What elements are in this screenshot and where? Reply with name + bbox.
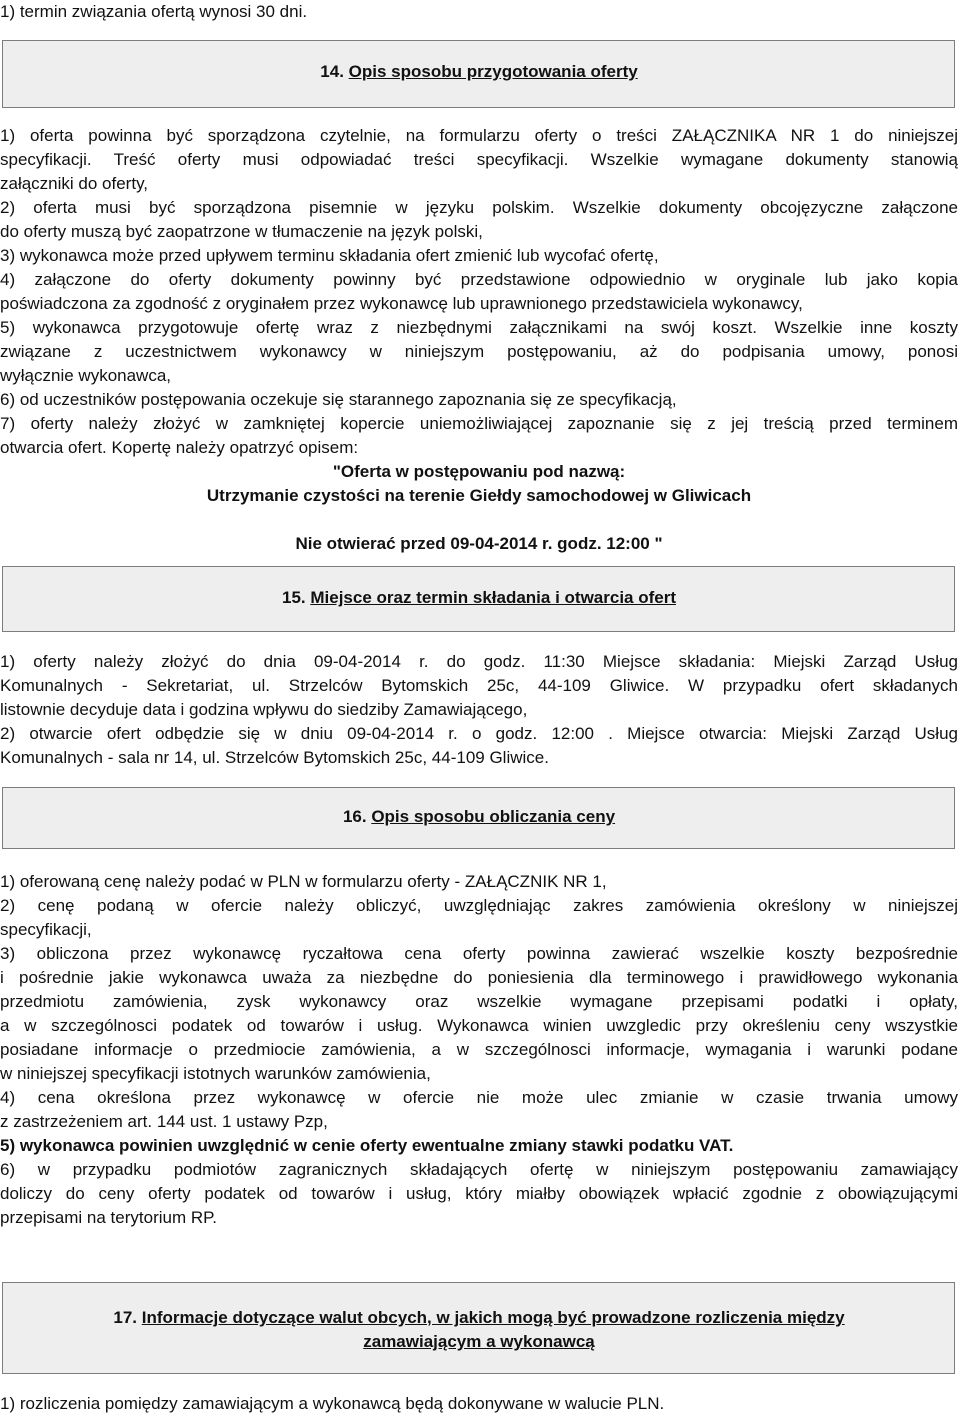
s15-line-3: listownie decyduje data i godzina wpływu do siedziby Zamawiającego, — [0, 700, 528, 719]
s14-line-4: 2) oferta musi być sporządzona pisemnie w języku polskim. Wszelkie dokumenty obcojęzyczne załączone — [0, 198, 958, 217]
s16-line-3: specyfikacji, — [0, 920, 92, 939]
s16-line-11: z zastrzeżeniem art. 144 ust. 1 ustawy Pzp, — [0, 1112, 328, 1131]
s16-line-12-vat: 5) wykonawca powinien uwzględnić w cenie oferty ewentualne zmiany stawki podatku VAT. — [0, 1136, 734, 1155]
s16-line-4: 3) obliczona przez wykonawcę ryczałtowa cena oferty powinna zawierać wszelkie koszty bezpośrednie — [0, 944, 958, 963]
section-16-heading — [0, 805, 958, 829]
s16-line-8: posiadane informacje o przedmiocie zamówienia, a w szczególnosci informacje, wymagania i warunki podane — [0, 1040, 958, 1059]
s16-line-6: przedmiotu zamówienia, zysk wykonawcy oraz wszelkie wymagane przepisami podatki i opłaty, — [0, 992, 958, 1011]
s15-line-4: 2) otwarcie ofert odbędzie się w dniu 09-04-2014 r. o godz. 12:00 . Miejsce otwarcia: Miejski Zarząd Usług — [0, 724, 958, 743]
s14-line-10: związane z uczestnictwem wykonawcy w niniejszym postępowaniu, aż do podpisania umowy, ponosi — [0, 342, 958, 361]
section-15-number: 15. — [281, 588, 306, 607]
s14-line-2: specyfikacji. Treść oferty musi odpowiadać treści specyfikacji. Wszelkie wymagane dokumenty stanowią — [0, 150, 958, 169]
s16-line-5: i pośrednie jakie wykonawca uważa za niezbędne do poniesienia dla terminowego i prawidłowego wykonania — [0, 968, 958, 987]
envelope-line-3: Nie otwierać przed 09-04-2014 r. godz. 12:00 " — [295, 534, 663, 553]
s16-line-2: 2) cenę podaną w ofercie należy obliczyć, uwzględniając zakres zamówienia określony w niniejszej — [0, 896, 958, 915]
s14-line-14: otwarcia ofert. Kopertę należy opatrzyć opisem: — [0, 438, 359, 457]
s16-line-7: a w szczególnosci podatek od towarów i usług. Wykonawca winien uwzgledic przy określeniu ceny wszystkie — [0, 1016, 958, 1035]
s16-line-15: przepisami na terytorium RP. — [0, 1208, 217, 1227]
section-17-title-line-2: zamawiającym a wykonawcą — [363, 1332, 595, 1351]
s14-line-11: wyłącznie wykonawca, — [0, 366, 172, 385]
s14-line-7: 4) załączone do oferty dokumenty powinny być przedstawione odpowiednio w oryginale lub jako kopia — [0, 270, 958, 289]
s16-line-14: doliczy do ceny oferty podatek od towarów i usług, który miałby obowiązek wpłacić zgodnie z obowiązującymi — [0, 1184, 958, 1203]
section-14-title: Opis sposobu przygotowania oferty — [348, 62, 638, 81]
s14-line-1: 1) oferta powinna być sporządzona czytelnie, na formularzu oferty o treści ZAŁĄCZNIKA NR 1 do niniejszej — [0, 126, 958, 145]
s14-line-8: poświadczona za zgodność z oryginałem przez wykonawcę lub uprawnionego przedstawiciela wykonawcy, — [0, 294, 803, 313]
s14-line-9: 5) wykonawca przygotowuje ofertę wraz z niezbędnymi załącznikami na swój koszt. Wszelkie inne koszty — [0, 318, 958, 337]
termin-line: 1) termin związania ofertą wynosi 30 dni. — [0, 2, 308, 21]
section-17-title-line-1: Informacje dotyczące walut obcych, w jakich mogą być prowadzone rozliczenia między — [141, 1308, 845, 1327]
s16-line-1: 1) oferowaną cenę należy podać w PLN w formularzu oferty - ZAŁĄCZNIK NR 1, — [0, 872, 607, 891]
s17-line-1: 1) rozliczenia pomiędzy zamawiającym a wykonawcą będą dokonywane w walucie PLN. — [0, 1394, 665, 1413]
s15-line-2: Komunalnych - Sekretariat, ul. Strzelców Bytomskich 25c, 44-109 Gliwice. W przypadku ofert składanych — [0, 676, 958, 695]
section-14-heading — [0, 60, 958, 84]
s14-line-13: 7) oferty należy złożyć w zamkniętej kopercie uniemożliwiającej zapoznanie się z jej treścią przed terminem — [0, 414, 958, 433]
s14-line-12: 6) od uczestników postępowania oczekuje się starannego zapoznania się ze specyfikacją, — [0, 390, 677, 409]
section-17-heading — [0, 1306, 958, 1330]
s16-line-9: w niniejszej specyfikacji istotnych warunków zamówienia, — [0, 1064, 431, 1083]
section-17-number: 17. — [113, 1308, 138, 1327]
section-15-heading — [0, 586, 958, 610]
s14-line-6: 3) wykonawca może przed upływem terminu składania ofert zmienić lub wycofać ofertę, — [0, 246, 659, 265]
section-16-number: 16. — [342, 807, 367, 826]
section-16-title: Opis sposobu obliczania ceny — [371, 807, 616, 826]
envelope-line-1: "Oferta w postępowaniu pod nazwą: — [332, 462, 626, 481]
s14-line-5: do oferty muszą być zaopatrzone w tłumaczenie na język polski, — [0, 222, 483, 241]
s16-line-13: 6) w przypadku podmiotów zagranicznych składających ofertę w niniejszym postępowaniu zamawiający — [0, 1160, 958, 1179]
s15-line-5: Komunalnych - sala nr 14, ul. Strzelców Bytomskich 25c, 44-109 Gliwice. — [0, 748, 549, 767]
section-14-number: 14. — [320, 62, 344, 81]
s14-line-3: załączniki do oferty, — [0, 174, 149, 193]
section-15-title: Miejsce oraz termin składania i otwarcia ofert — [310, 588, 676, 607]
envelope-line-2: Utrzymanie czystości na terenie Giełdy samochodowej w Gliwicach — [206, 486, 752, 505]
s15-line-1: 1) oferty należy złożyć do dnia 09-04-2014 r. do godz. 11:30 Miejsce składania: Miejski Zarząd Usług — [0, 652, 958, 671]
section-17-heading-line-2 — [0, 1330, 958, 1354]
s16-line-10: 4) cena określona przez wykonawcę w ofercie nie może ulec zmianie w czasie trwania umowy — [0, 1088, 958, 1107]
